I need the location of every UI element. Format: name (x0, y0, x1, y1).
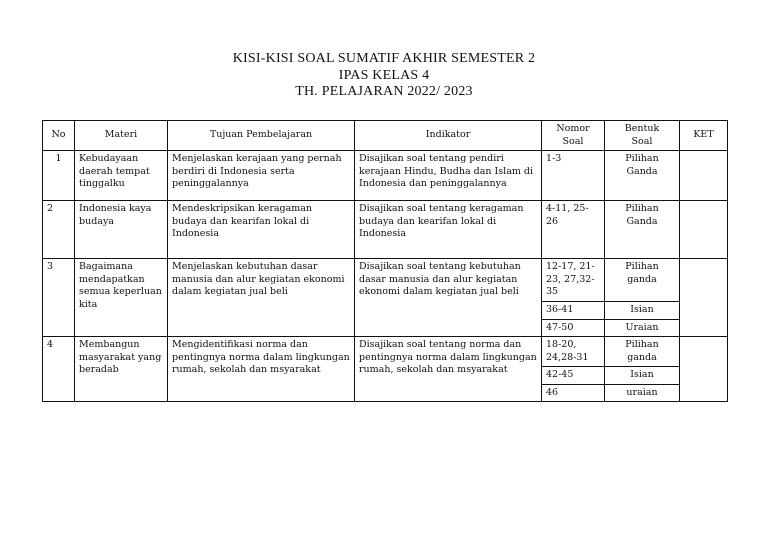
header-no: No (43, 121, 75, 151)
cell-nomor-soal: 46 (542, 384, 605, 402)
cell-tujuan: Mendeskripsikan keragaman budaya dan kearifan lokal di Indonesia (168, 201, 355, 259)
cell-tujuan: Menjelaskan kerajaan yang pernah berdiri di Indonesia serta peninggalannya (168, 151, 355, 201)
cell-nomor-soal: 47-50 (542, 319, 605, 337)
document-title (0, 51, 768, 101)
header-materi: Materi (75, 121, 168, 151)
cell-materi: Membangun masyarakat yang beradab (75, 337, 168, 402)
cell-no: 4 (43, 337, 75, 402)
cell-no: 1 (43, 151, 75, 201)
header-indikator: Indikator (355, 121, 542, 151)
table-row (43, 151, 728, 201)
cell-bentuk-soal: uraian (605, 384, 680, 402)
header-tujuan: Tujuan Pembelajaran (168, 121, 355, 151)
title-line-3: TH. PELAJARAN 2022/ 2023 (295, 84, 473, 99)
cell-bentuk-soal: Pilihan ganda (605, 259, 680, 302)
cell-bentuk-soal: Uraian (605, 319, 680, 337)
cell-ket (680, 201, 728, 259)
cell-ket (680, 337, 728, 402)
cell-no: 2 (43, 201, 75, 259)
table-header-row (43, 121, 728, 151)
cell-ket (680, 259, 728, 337)
cell-nomor-soal: 42-45 (542, 367, 605, 385)
cell-indikator: Disajikan soal tentang keragaman budaya dan kearifan lokal di Indonesia (355, 201, 542, 259)
cell-bentuk-soal: Pilihan Ganda (605, 201, 680, 259)
cell-nomor-soal: 4-11, 25-26 (542, 201, 605, 259)
header-bentuk-soal (605, 121, 680, 151)
cell-indikator: Disajikan soal tentang norma dan pentingnya norma dalam lingkungan rumah, sekolah dan msyarakat (355, 337, 542, 402)
cell-bentuk-soal: Pilihan Ganda (605, 151, 680, 201)
cell-bentuk-soal: Isian (605, 302, 680, 320)
header-bentuk-soal-line2: Soal (631, 135, 653, 147)
header-nomor-soal-line1: Nomor (556, 123, 590, 134)
cell-indikator: Disajikan soal tentang kebutuhan dasar manusia dan alur kegiatan ekonomi dalam kegiatan jual beli (355, 259, 542, 337)
cell-no: 3 (43, 259, 75, 337)
cell-bentuk-soal: Isian (605, 367, 680, 385)
header-nomor-soal-line2: Soal (562, 135, 584, 147)
cell-bentuk-soal: Pilihan ganda (605, 337, 680, 367)
cell-materi: Bagaimana mendapatkan semua keperluan kita (75, 259, 168, 337)
title-line-1: KISI-KISI SOAL SUMATIF AKHIR SEMESTER 2 (232, 51, 536, 66)
cell-nomor-soal: 12-17, 21-23, 27,32-35 (542, 259, 605, 302)
cell-nomor-soal: 1-3 (542, 151, 605, 201)
cell-nomor-soal: 18-20, 24,28-31 (542, 337, 605, 367)
cell-materi: Kebudayaan daerah tempat tinggalku (75, 151, 168, 201)
cell-materi: Indonesia kaya budaya (75, 201, 168, 259)
title-line-2: IPAS KELAS 4 (338, 67, 430, 83)
table-row (43, 259, 728, 302)
kisi-kisi-table (42, 120, 728, 402)
header-nomor-soal (542, 121, 605, 151)
cell-ket (680, 151, 728, 201)
header-bentuk-soal-line1: Bentuk (624, 123, 660, 134)
cell-nomor-soal: 36-41 (542, 302, 605, 320)
cell-indikator: Disajikan soal tentang pendiri kerajaan Hindu, Budha dan Islam di Indonesia dan peninggalannya (355, 151, 542, 201)
table-row (43, 337, 728, 367)
cell-tujuan: Mengidentifikasi norma dan pentingnya norma dalam lingkungan rumah, sekolah dan msyarakat (168, 337, 355, 402)
cell-tujuan: Menjelaskan kebutuhan dasar manusia dan alur kegiatan ekonomi dalam kegiatan jual beli (168, 259, 355, 337)
header-ket: KET (680, 121, 728, 151)
table-row (43, 201, 728, 259)
